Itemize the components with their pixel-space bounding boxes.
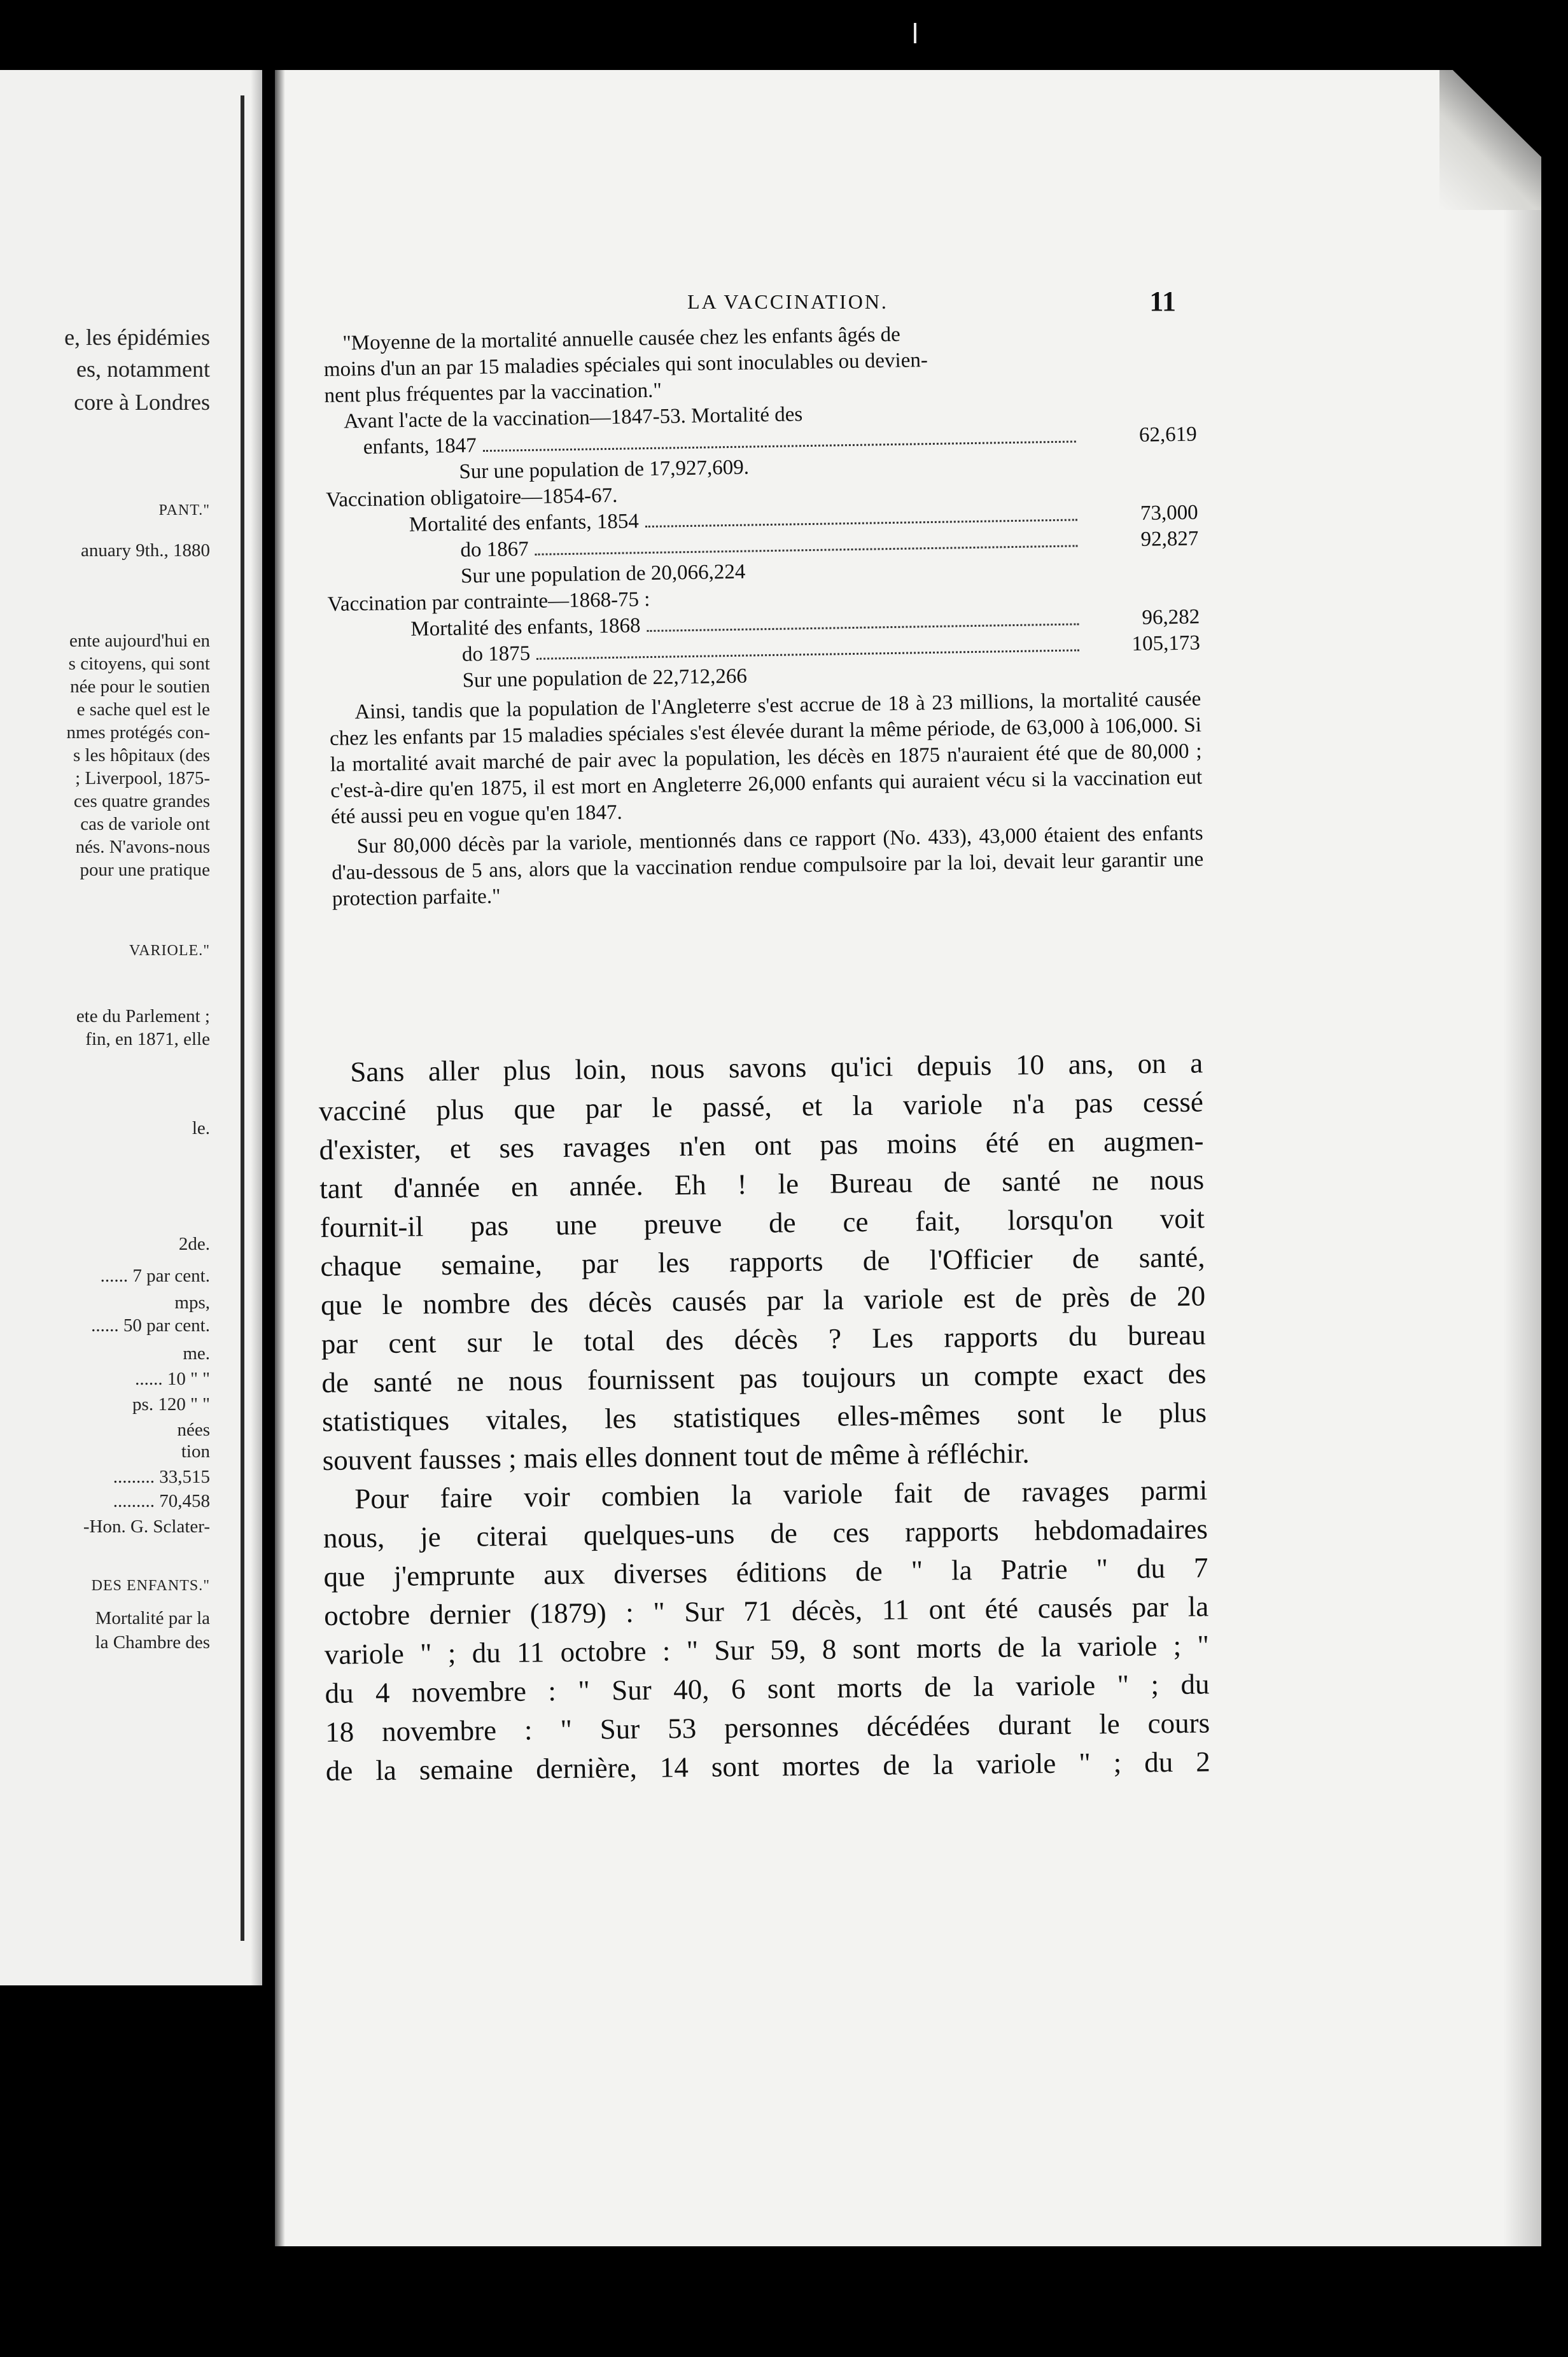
- statistics-label: do 1867: [460, 537, 529, 562]
- left-page-line: mps,: [174, 1292, 210, 1313]
- left-page-line: la Chambre des: [95, 1632, 210, 1653]
- body-line: que le nombre des décès causés par la variole est de près de 20: [320, 1280, 1206, 1321]
- statistics-label: Vaccination par contrainte—1868-75 :: [327, 587, 650, 616]
- left-page-line: es, notamment: [76, 356, 210, 382]
- statistics-label: Sur une population de 22,712,266: [462, 664, 748, 692]
- left-page-line: VARIOLE.": [129, 942, 210, 959]
- statistics-label: Mortalité des enfants, 1854: [409, 510, 640, 536]
- quote-line: "Moyenne de la mortalité annuelle causée chez les enfants âgés de: [342, 323, 901, 355]
- left-page-line: anuary 9th., 1880: [81, 540, 210, 561]
- left-page-line: ......... 33,515: [113, 1467, 210, 1487]
- left-page-line: e, les épidémies: [64, 325, 210, 350]
- left-page-line: 2de.: [178, 1234, 210, 1254]
- left-page-line: ......... 70,458: [113, 1491, 210, 1511]
- left-page-line: nées: [177, 1420, 210, 1440]
- statistics-value: 73,000: [1140, 501, 1198, 525]
- page-edge-shadow: [1503, 70, 1541, 2246]
- quote-paragraph: Ainsi, tandis que la population de l'Angleterre s'est accrue de 18 à 23 millions, la mortalité causée chez les enfants par 15 maladies spéciales s'est élevée durant la même période, de 63,000 à 106,000. Si la mortalité avait marché de pair avec la population, les décès en 1875 n'auraient été que de 80,000 ; c'est-à-dire qu'en 1875, il est mort en Angleterre 26,000 enfants qui auraient vécu si la vaccination eut été aussi peu en vogue qu'en 1847.: [329, 687, 1203, 829]
- left-page-line: ...... 50 par cent.: [91, 1315, 210, 1336]
- left-page-line: ces quatre grandes: [73, 791, 210, 811]
- left-page-line: nés. N'avons-nous: [75, 837, 210, 857]
- body-line: chaque semaine, par les rapports de l'Officier de santé,: [320, 1241, 1205, 1282]
- left-page-line: s citoyens, qui sont: [68, 654, 210, 674]
- left-page-line: Mortalité par la: [95, 1608, 210, 1628]
- statistics-label: Sur une population de 20,066,224: [460, 560, 746, 588]
- gutter-shadow: [251, 70, 262, 1985]
- left-page-line: ps. 120 " ": [132, 1394, 210, 1415]
- body-line: d'exister, et ses ravages n'en ont pas moins été en augmen-: [319, 1124, 1204, 1166]
- statistics-label: do 1875: [461, 641, 531, 666]
- statistics-label: Mortalité des enfants, 1868: [410, 614, 641, 641]
- left-page-line: ...... 10 " ": [135, 1369, 210, 1389]
- left-page-fragment: [0, 70, 262, 1985]
- body-line: souvent fausses ; mais elles donnent tout de même à réfléchir.: [322, 1437, 1030, 1476]
- left-page-line: cas de variole ont: [80, 814, 210, 834]
- body-line: que j'emprunte aux diverses éditions de " la Patrie " du 7: [323, 1551, 1208, 1593]
- body-line: tant d'année en année. Eh ! le Bureau de santé ne nous: [319, 1163, 1205, 1205]
- left-page-line: PANT.": [158, 502, 210, 519]
- body-line: de santé ne nous fournissent pas toujours un compte exact des: [321, 1357, 1207, 1399]
- scan-mark: [914, 23, 916, 43]
- quoted-statistics: [323, 317, 1204, 912]
- running-head: LA VACCINATION.: [687, 290, 888, 313]
- statistics-label: enfants, 1847: [363, 434, 477, 459]
- body-line: Sans aller plus loin, nous savons qu'ici depuis 10 ans, on a: [350, 1047, 1203, 1088]
- statistics-value: 92,827: [1140, 527, 1199, 551]
- left-page-line: -Hon. G. Sclater-: [83, 1516, 210, 1537]
- statistics-table: [325, 421, 1201, 696]
- statistics-value: 105,173: [1131, 631, 1201, 656]
- body-line: variole " ; du 11 octobre : " Sur 59, 8 sont morts de la variole ; ": [324, 1629, 1210, 1670]
- statistics-value: 62,619: [1138, 423, 1198, 447]
- left-page-line: née pour le soutien: [70, 676, 210, 697]
- left-page-line: e sache quel est le: [76, 699, 210, 720]
- statistics-label: Sur une population de 17,927,609.: [459, 456, 750, 484]
- left-page-line: ; Liverpool, 1875-: [75, 768, 210, 788]
- left-page-line: ete du Parlement ;: [76, 1006, 210, 1026]
- body-line: par cent sur le total des décès ? Les rapports du bureau: [321, 1318, 1206, 1360]
- left-page-line: nmes protégés con-: [66, 722, 210, 743]
- left-page-line: ente aujourd'hui en: [69, 631, 210, 651]
- leader-dots: [647, 609, 1079, 632]
- body-text: [318, 1044, 1210, 1790]
- page-number: 11: [1149, 286, 1176, 317]
- left-page-line: pour une pratique: [80, 860, 210, 880]
- left-page-line: tion: [181, 1441, 210, 1462]
- body-line: 18 novembre : " Sur 53 personnes décédées durant le cours: [325, 1707, 1210, 1748]
- body-line: Pour faire voir combien la variole fait de ravages parmi: [354, 1474, 1208, 1515]
- left-page-line: me.: [183, 1343, 210, 1364]
- left-page-line: le.: [192, 1118, 210, 1138]
- body-line: fournit-il pas une preuve de ce fait, lorsqu'on voit: [319, 1202, 1205, 1243]
- body-line: de la semaine dernière, 14 sont mortes de la variole " ; du 2: [325, 1745, 1210, 1787]
- body-line: nous, je citerai quelques-uns de ces rapports hebdomadaires: [323, 1513, 1208, 1554]
- left-page-line: fin, en 1871, elle: [85, 1029, 210, 1049]
- binding-shadow: [275, 70, 285, 2246]
- quote-line: nent plus fréquentes par la vaccination.": [324, 379, 662, 407]
- left-page-line: s les hôpitaux (des: [73, 745, 210, 766]
- left-page-line: DES ENFANTS.": [91, 1577, 210, 1594]
- left-page-line: core à Londres: [74, 389, 210, 415]
- body-line: vacciné plus que par le passé, et la variole n'a pas cessé: [318, 1086, 1204, 1127]
- body-line: octobre dernier (1879) : " Sur 71 décès, 11 ont été causés par la: [323, 1590, 1209, 1632]
- page-header: [374, 285, 1201, 323]
- page-fold: [241, 95, 244, 1941]
- quote-paragraph: Sur 80,000 décès par la variole, mentionnés dans ce rapport (No. 433), 43,000 étaient des enfants d'au-dessous de 5 ans, alors que la vaccination rendue compulsoire par la loi, devait leur garantir une protection parfaite.": [332, 822, 1204, 911]
- leader-dots: [645, 505, 1077, 528]
- statistics-label: Vaccination obligatoire—1854-67.: [325, 484, 618, 512]
- body-line: statistiques vitales, les statistiques elles-mêmes sont le plus: [321, 1396, 1207, 1437]
- quote-line: moins d'un an par 15 maladies spéciales qui sont inoculables ou devien-: [323, 349, 928, 381]
- quote-line: Avant l'acte de la vaccination—1847-53. Mortalité des: [343, 403, 803, 433]
- body-line: du 4 novembre : " Sur 40, 6 sont morts de la variole " ; du: [325, 1668, 1210, 1709]
- statistics-value: 96,282: [1142, 605, 1200, 629]
- left-page-line: ...... 7 par cent.: [100, 1266, 210, 1286]
